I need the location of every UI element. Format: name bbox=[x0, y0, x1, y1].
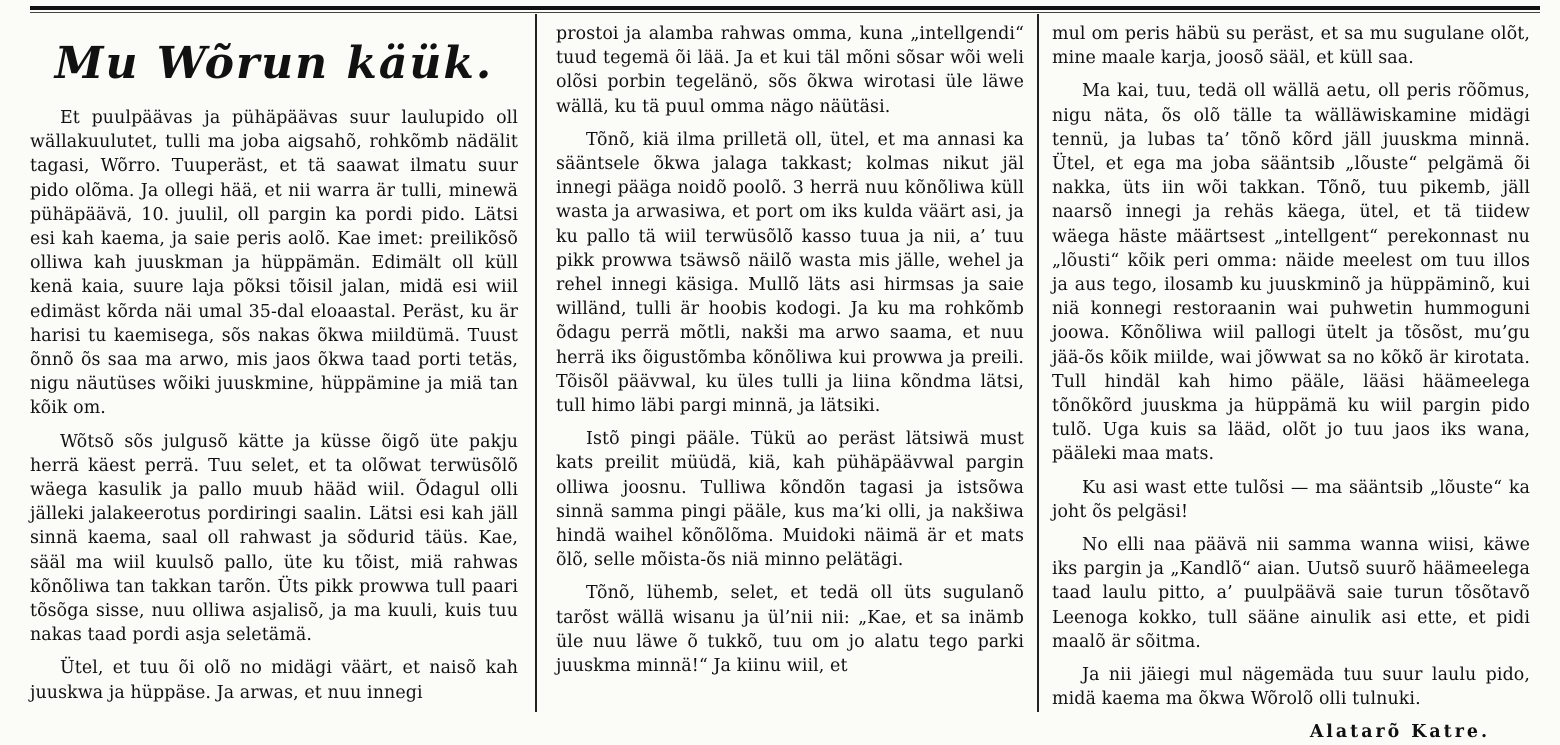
column-2 bbox=[556, 22, 1024, 710]
top-rule-thin bbox=[30, 12, 1540, 13]
paragraph: Ja nii jäiegi mul nägemäda tuu suur laulu pido, midä kaema ma õkwa Wõrolõ olli tulnuki. bbox=[1052, 665, 1530, 710]
paragraph: Tõnõ, lühemb, selet, et tedä oll üts sugulanõ tarõst wällä wisanu ja ül’nii nii: „Kae, et sa inämb üle nuu läwe õ tukkõ, tuu om jo alatu tego parki juuskma minnä!“ Ja kiinu wiil, et bbox=[556, 583, 1024, 677]
paragraph: Tõnõ, kiä ilma prilletä oll, ütel, et ma annasi ka sääntsele õkwa jalaga takkast; kolmas nikut jäl innegi pääga noidõ poolõ. 3 herrä nuu kõnõliwa küll wasta ja arwasiwa, et port om iks kulda väärt asi, ja ku pallo tä wiil terwüsõlõ kasso tuua ja nii, a’ tuu pikk prowwa tsäwsõ näilõ wasta mis jälle, wehel ja rehel innegi käsiga. Mullõ läts asi hirmsas ja saie willänd, tulli är hoobis kodogi. Ja ku ma rohkõmb õdagu perrä mõtli, nakši ma arwo saama, et nuu herrä iks õigustõmba kõnõliwa kui prowwa ja preili. Tõisõl päävwal, ku üles tulli ja liina kõndma lätsi, tull himo läbi pargi minnä, ja lätsiki. bbox=[556, 129, 1024, 417]
paragraph: Istõ pingi pääle. Tükü ao peräst lätsiwä must kats preilit müüdä, kiä, kah pühäpäävwal pargin olliwa joosnu. Tulliwa kõndõn tagasi ja istsõwa sinnä samma pingi pääle, kus ma’ki olli, ja nakšiwa hindä waihel kõnõlõma. Muidoki näimä är et mats õlõ, selle mõista-õs niä minno pelätägi. bbox=[556, 429, 1024, 571]
paragraph: Wõtsõ sõs julgusõ kätte ja küsse õigõ üte pakju herrä käest perrä. Tuu selet, et ta olõwat terwüsõlõ wäega kasulik ja pallo muub hääd wiil. Õdagul olli jälleki jalakeerotus pordiringi saalin. Lätsi esi kah jäll sinnä kaema, saal oll rahwast ja sõdurid täüs. Kae, sääl ma wiil kuulsõ pallo, üte ku tõist, miä rahwas kõnõliwa tan takkan tarõn. Üts pikk prowwa tull paari tõsõga sisse, nuu olliwa asjalisõ, ja ma kuuli, kuis tuu nakas taad pordi asja seletämä. bbox=[30, 431, 518, 646]
column-3 bbox=[1052, 22, 1530, 743]
top-rule bbox=[30, 6, 1540, 10]
author-signature: Alatarõ Katre. bbox=[1309, 722, 1490, 743]
paragraph: No elli naa päävä nii samma wanna wiisi, käwe iks pargin ja „Kandlõ“ aian. Uutsõ suurõ häämeelega taad laulu pitto, a’ puulpäävä saie turun tõsõtavõ Leenoga kokko, tull sääne ainulik asi ette, et pidi maalõ är sõitma. bbox=[1052, 535, 1530, 652]
column-divider bbox=[535, 14, 537, 712]
paragraph: mul om peris häbü su peräst, et sa mu sugulane olõt, mine maale karja, joosõ sääl, et küll saa. bbox=[1052, 24, 1530, 69]
paragraph: Ku asi wast ette tulõsi — ma sääntsib „lõuste“ ka joht õs pelgäsi! bbox=[1052, 477, 1530, 522]
paragraph: Et puulpäävas ja pühäpäävas suur laulupido oll wällakuulutet, tulli ma joba aigsahõ, rohkõmb nädälit tagasi, Wõrro. Tuuperäst, et tä saawat ilmatu suur pido olõma. Ja ollegi hää, et nii warra är tulli, minewä pühäpäävä, 10. juulil, oll pargin ka pordi pido. Lätsi esi kah kaema, ja saie peris aolõ. Kae imet: preilikõsõ olliwa kah juuskman ja hüppämän. Edimält oll küll kenä kaia, suure laja põksi tõisil jalan, midä esi wiil edimäst kõrda näi umal 35-dal eloaastal. Peräst, ku är harisi tu kaemisega, sõs nakas õkwa miildümä. Tuust õnnõ õs saa ma arwo, mis jaos õkwa taad porti tetäs, nigu näutüses wõiki juuskmine, hüppämine ja miä tan kõik om. bbox=[30, 108, 518, 419]
column-divider bbox=[1037, 14, 1039, 712]
column-1 bbox=[30, 18, 518, 710]
paragraph: Ma kai, tuu, tedä oll wällä aetu, oll peris rõõmus, nigu näta, õs olõ tälle ta wälläwiskamine midägi tennü, ja lubas ta’ tõnõ kõrd jäll juuskma minnä. Ütel, et ega ma joba sääntsib „lõuste“ pelgämä õi nakka, üts iin wõi takkan. Tõnõ, tuu pikemb, jäll naarsõ innegi ja rehäs käega, ütel, et tä tiidew wäega häste määrtsest „intellgent“ perekonnast nu „lõusti“ kõik peri omma: näide meelest om tuu illos ja aus tego, ilosamb ku juuskminõ ja hüppäminõ, kui niä konnegi restoraanin wai puhwetin hummoguni joowa. Kõnõliwa wiil pallogi ütelt ja tõsõst, mu’gu jää-õs kõik miilde, wai jõwwat sa no kõkõ är kirotata. Tull hindäl kah himo pääle, lääsi häämeelega tõnõkõrd juuskma ja hüppämä ku wiil pargin pido tulõ. Uga kuis sa lääd, olõt jo tuu jaos iks wana, pääleki maa mats. bbox=[1052, 81, 1530, 465]
paragraph: Ütel, et tuu õi olõ no midägi väärt, et naisõ kah juuskwa ja hüppäse. Ja arwas, et nuu innegi bbox=[30, 658, 518, 703]
article-title: Mu Wõrun käük. bbox=[54, 38, 494, 89]
paragraph: prostoi ja alamba rahwas omma, kuna „intellgendi“ tuud tegemä õi lää. Ja et kui täl mõni sõsar wõi weli olõsi porbin tegelänö, sõs õkwa wirotasi üle läwe wällä, ku tä puul omma nägo näütäsi. bbox=[556, 24, 1024, 117]
